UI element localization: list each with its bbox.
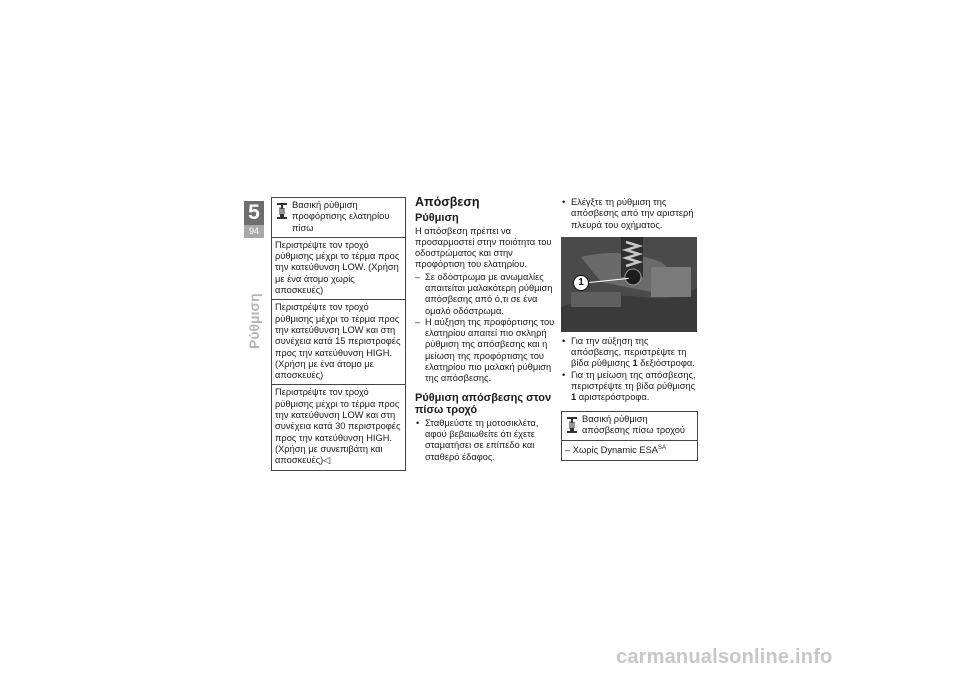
- dash-item: – Σε οδόστρωμα με ανωμαλίες απαιτείται μαλακότερη ρύθμιση απόσβεσης από ό,τι σε ένα ομαλό οδόστρωμα.: [415, 272, 555, 317]
- bullet-text: Για τη μείωση της απόσβεσης, περιστρέψτε τη βίδα ρύθμισης: [571, 369, 696, 392]
- table-header-text: Βασική ρύθμιση προφόρτισης ελατηρίου πίσω: [292, 200, 390, 233]
- table-row: Περιστρέψτε τον τροχό ρύθμισης μέχρι το τέρμα προς την κατεύθυνση LOW και στη συνέχεια κατά 30 περιστροφές προς την κατεύθυνση HIGH. (Χρήση με συνεπιβάτη και αποσκευές)◁: [272, 384, 405, 469]
- table-header: [562, 412, 697, 440]
- table-row-text: – Χωρίς Dynamic ESA: [565, 445, 658, 456]
- subsection-title: Ρύθμιση: [415, 212, 459, 224]
- damping-adjuster-photo: [561, 237, 697, 332]
- callout-marker: 1: [573, 275, 589, 291]
- bullet-item: [561, 370, 697, 404]
- callout-ref: 1: [632, 358, 638, 369]
- bullet-item: [561, 336, 697, 370]
- chapter-number: 5: [244, 201, 264, 225]
- table-row: [562, 440, 697, 459]
- table-header-text: Βασική ρύθμιση απόσβεσης πίσω τροχού: [582, 414, 685, 436]
- bullet-text: αριστερόστροφα.: [578, 392, 650, 403]
- section-label: Ρύθμιση: [246, 293, 262, 349]
- table-row: Περιστρέψτε τον τροχό ρύθμισης μέχρι το τέρμα προς την κατεύθυνση LOW. (Χρήση με ένα άτομο χωρίς αποσκευές): [272, 237, 405, 299]
- superscript-sa: SA: [657, 445, 666, 452]
- table-row: Περιστρέψτε τον τροχό ρύθμισης μέχρι το τέρμα προς την κατεύθυνση LOW και στη συνέχεια κατά 15 περιστροφές προς την κατεύθυνση HIGH. (Χρήση με ένα άτομο με αποσκευές): [272, 299, 405, 384]
- dash-item: – Η αύξηση της προφόρτισης του ελατηρίου απαιτεί πιο σκληρή ρύθμιση της απόσβεσης και η μείωση της προφόρτισης του ελατηρίου πιο μαλακή ρύθμιση της απόσβεσης.: [415, 317, 555, 385]
- motorcycle-suspension-icon: [565, 416, 580, 437]
- bullet-text: Για την αύξηση της απόσβεσης, περιστρέψτε τη βίδα ρύθμισης: [571, 335, 687, 369]
- bullet-item: • Ελέγξτε τη ρύθμιση της απόσβεσης από την αριστερή πλευρά του οχήματος.: [561, 197, 697, 231]
- damping-table: [561, 411, 698, 461]
- bullet-text: δεξιόστροφα.: [640, 358, 695, 369]
- subsection-title: Ρύθμιση απόσβεσης στον πίσω τροχό: [415, 391, 552, 417]
- callout-ref: 1: [571, 392, 577, 403]
- motorcycle-suspension-icon: [275, 202, 290, 223]
- table-header: [272, 198, 405, 237]
- damping-column: [415, 195, 555, 463]
- instructions-column: [561, 197, 697, 409]
- spring-preload-table: [271, 197, 406, 471]
- intro-paragraph: Η απόσβεση πρέπει να προσαρμοστεί στην ποιότητα του οδοστρώματος και στην προφόρτιση του ελατηρίου.: [415, 225, 552, 270]
- section-title: Απόσβεση: [415, 195, 480, 209]
- watermark: carmanualsonline.info: [616, 646, 833, 668]
- page-number: 94: [244, 225, 264, 238]
- bullet-item: • Σταθμεύστε τη μοτοσικλέτα, αφού βεβαιωθείτε ότι έχετε σταματήσει σε επίπεδο και σταθερό έδαφος.: [415, 418, 555, 463]
